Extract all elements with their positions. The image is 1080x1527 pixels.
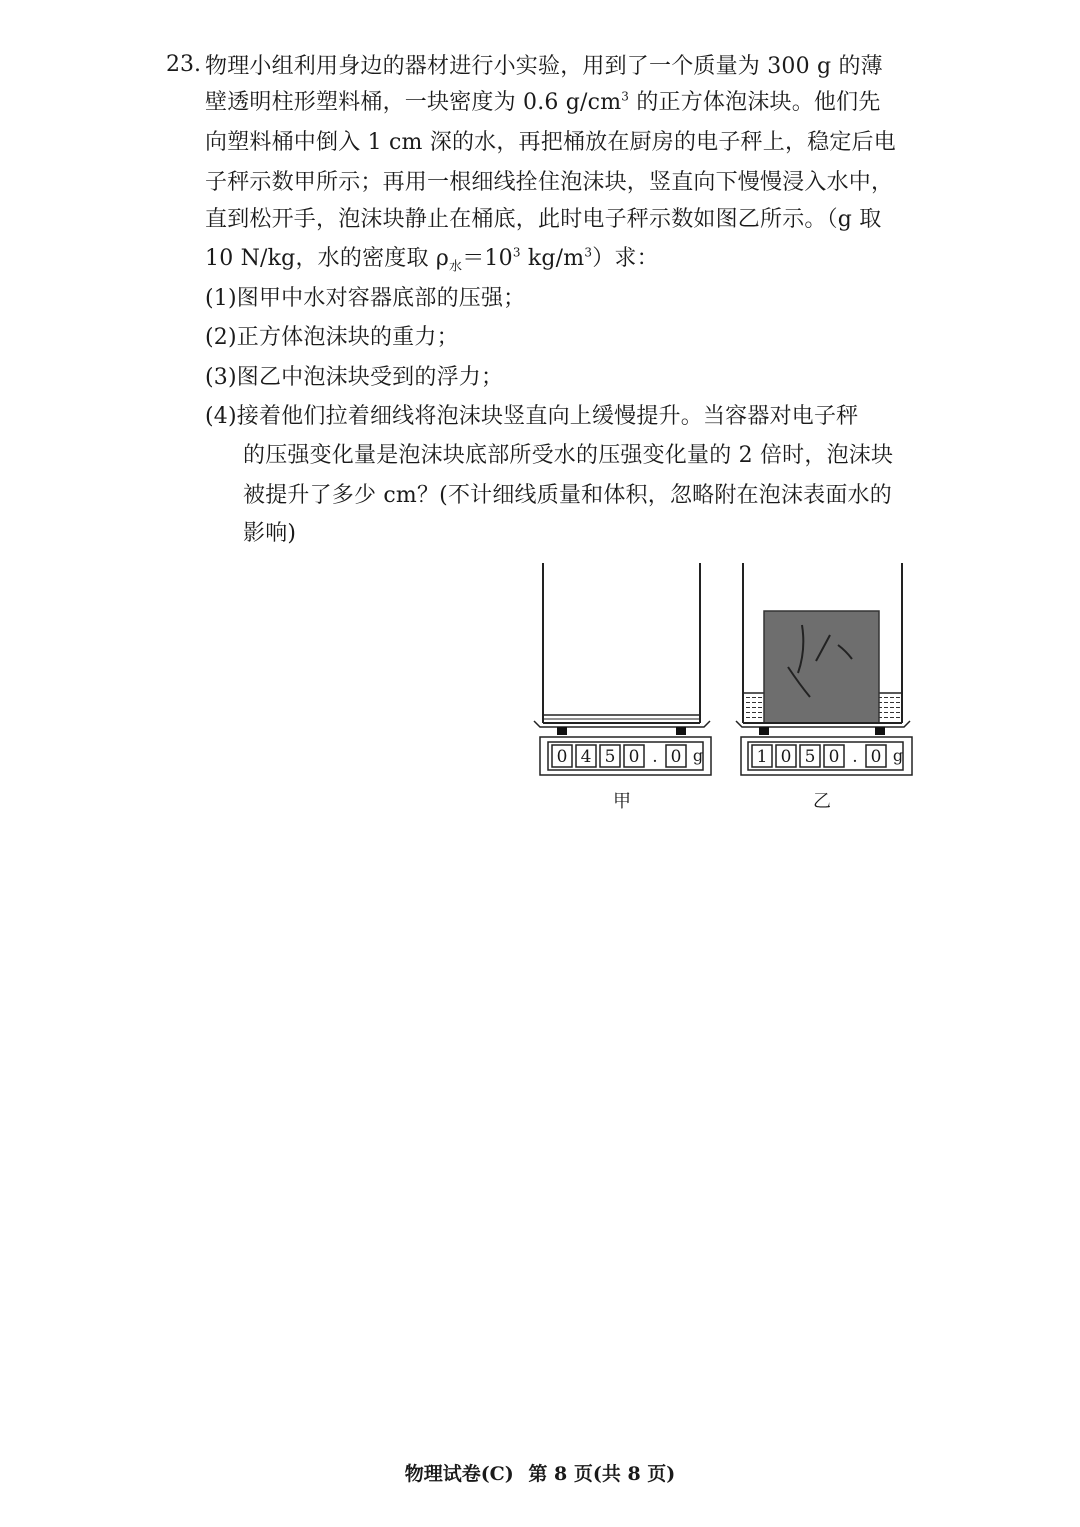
question-line-2 xyxy=(205,88,881,118)
caption-left: 甲 xyxy=(613,791,631,812)
question-line-2-tail: 的正方体泡沫块。他们先 xyxy=(636,90,881,115)
water-subscript: 水 xyxy=(449,259,463,275)
question-line-6 xyxy=(205,244,659,274)
experiment-figure xyxy=(530,555,920,815)
left-digit: 0 xyxy=(670,747,682,767)
right-unit: g xyxy=(892,746,904,765)
left-digit: 5 xyxy=(604,747,616,767)
left-apparatus xyxy=(534,563,711,775)
right-digit: 5 xyxy=(804,747,816,767)
part-3: (3)图乙中泡沫块受到的浮力； xyxy=(205,365,504,390)
question-line-3: 向塑料桶中倒入 1 cm 深的水，再把桶放在厨房的电子秤上，稳定后电 xyxy=(205,130,896,155)
left-unit: g xyxy=(692,746,704,765)
left-digit: 4 xyxy=(580,747,592,767)
footer-subject: 物理试卷(C) xyxy=(404,1463,514,1485)
part-2: (2)正方体泡沫块的重力； xyxy=(205,325,459,350)
water-right xyxy=(879,693,901,723)
density-exponent: 3 xyxy=(621,89,630,104)
page-footer xyxy=(0,1459,1080,1486)
right-foot-2 xyxy=(875,727,885,735)
caption-right: 乙 xyxy=(813,791,831,812)
left-foot-1 xyxy=(557,727,567,735)
water-left xyxy=(744,693,764,723)
part-4: (4)接着他们拉着细线将泡沫块竖直向上缓慢提升。当容器对电子秤 xyxy=(205,404,859,429)
right-digit: 0 xyxy=(780,747,792,767)
question-line-6-tail: ）求： xyxy=(592,246,659,271)
footer-page: 第 8 页(共 8 页) xyxy=(528,1463,676,1485)
exponent-2: 3 xyxy=(584,245,593,260)
question-line-5: 直到松开手，泡沫块静止在桶底，此时电子秤示数如图乙所示。（g 取 xyxy=(205,207,882,232)
right-apparatus xyxy=(736,563,912,775)
exponent-1: 3 xyxy=(512,245,521,260)
right-digit: 1 xyxy=(756,747,768,767)
left-digit: 0 xyxy=(628,747,640,767)
question-line-2-text: 壁透明柱形塑料桶，一块密度为 0.6 g/cm xyxy=(205,90,622,115)
left-digit: . xyxy=(652,747,658,767)
question-number: 23. xyxy=(166,52,201,77)
question-line-4: 子秤示数甲所示；再用一根细线拴住泡沫块，竖直向下慢慢浸入水中， xyxy=(205,170,894,195)
part-4-line-4: 影响) xyxy=(243,521,297,546)
right-digit: 0 xyxy=(828,747,840,767)
question-line-6-mid: ＝10 xyxy=(462,246,513,271)
question-line-1: 物理小组利用身边的器材进行小实验，用到了一个质量为 300 g 的薄 xyxy=(205,54,883,79)
right-digit: . xyxy=(852,747,858,767)
foam-block xyxy=(764,611,879,723)
part-4-line-2: 的压强变化量是泡沫块底部所受水的压强变化量的 2 倍时，泡沫块 xyxy=(243,443,894,468)
part-1: (1)图甲中水对容器底部的压强； xyxy=(205,286,526,311)
question-line-6-mid2: kg/m xyxy=(520,246,585,271)
scale-diagram xyxy=(530,555,920,815)
part-4-line-3: 被提升了多少 cm？(不计细线质量和体积，忽略附在泡沫表面水的 xyxy=(243,483,892,508)
right-digit: 0 xyxy=(870,747,882,767)
left-digit: 0 xyxy=(556,747,568,767)
left-foot-2 xyxy=(676,727,686,735)
question-line-6-text: 10 N/kg，水的密度取 ρ xyxy=(205,246,449,271)
right-foot-1 xyxy=(759,727,769,735)
